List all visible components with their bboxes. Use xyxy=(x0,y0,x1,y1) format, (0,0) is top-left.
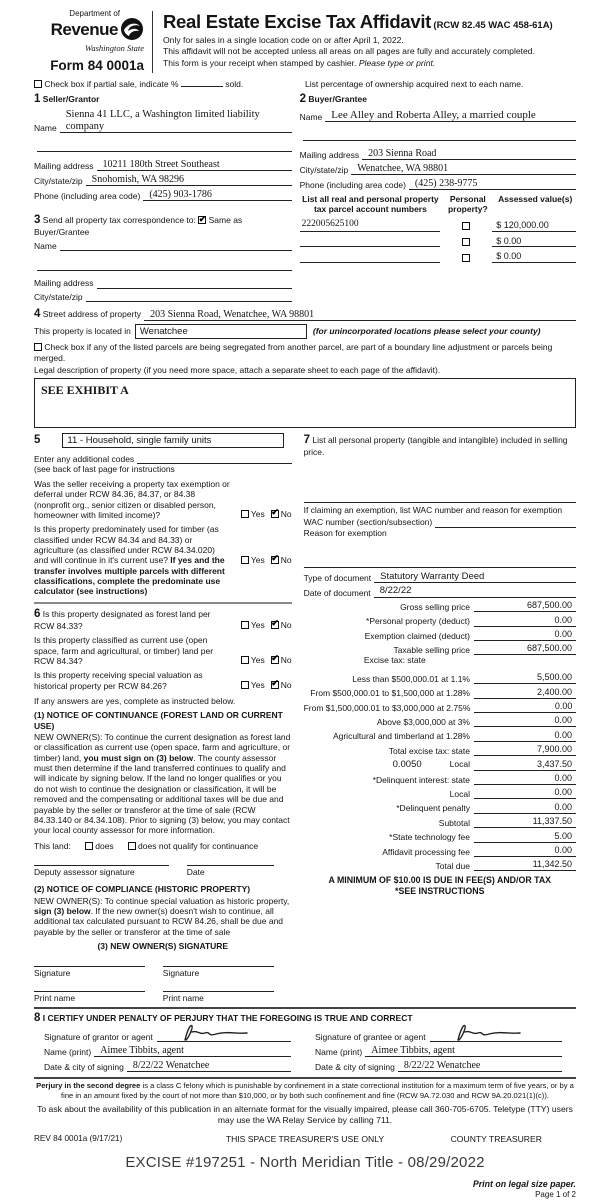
tax-value-field[interactable]: 11,337.50 xyxy=(474,816,576,828)
grantor-name-label: Name (print) xyxy=(44,1046,92,1057)
tax-row: *Delinquent interest: state 0.00 xyxy=(304,771,576,785)
seller-mailing-label: Mailing address xyxy=(34,161,94,172)
notice2-body: NEW OWNER(S): To continue special valuation as historic property, sign (3) below. If the new owner(s) doesn't wish to continue, all additional tax calculated pursuant to RCW 84.26, shall be due and payable by the seller or transferor at the time of sale xyxy=(34,895,290,937)
additional-codes-label: Enter any additional codes xyxy=(34,454,135,465)
question-forest: 6 Is this property designated as forest land per RCW 84.33? Yes ✔ No xyxy=(34,607,292,631)
tax-value-field[interactable]: 687,500.00 xyxy=(474,600,576,612)
tax-row: Taxable selling price 687,500.00 xyxy=(304,641,576,655)
washington-state-label: Washington State xyxy=(85,43,144,54)
footer-divider xyxy=(34,1077,576,1079)
if-yes-note: If any answers are yes, complete as instructed below. xyxy=(34,695,236,706)
notice2-title: (2) NOTICE OF COMPLIANCE (HISTORIC PROPERTY) xyxy=(34,884,251,895)
excise-stamp: EXCISE #197251 - North Meridian Title - 08/29/2022 xyxy=(125,1154,485,1172)
historic-no-checkbox[interactable] xyxy=(271,681,279,689)
assessed-value-field[interactable]: $ 0.00 xyxy=(492,236,576,248)
parcel-row xyxy=(300,251,576,263)
grantor-signature-label: Signature of grantor or agent xyxy=(44,1031,153,1042)
seller-city-field[interactable]: Snohomish, WA 98296 xyxy=(86,174,292,186)
additional-codes-note: (see back of last page for instructions xyxy=(34,464,175,475)
corr-mailing-field[interactable] xyxy=(97,279,292,289)
corr-city-field[interactable] xyxy=(86,292,292,302)
grantee-signature-ink xyxy=(448,1021,526,1043)
corr-mailing-label: Mailing address xyxy=(34,278,94,289)
tax-row: Affidavit processing fee 0.00 xyxy=(304,843,576,857)
currentuse-yes-checkbox[interactable] xyxy=(241,656,249,664)
seller-phone-label: Phone (including area code) xyxy=(34,191,141,202)
buyer-mailing-field[interactable]: 203 Sienna Road xyxy=(362,148,576,160)
grantee-signature-field[interactable] xyxy=(430,1030,562,1042)
buyer-name-field[interactable]: Lee Alley and Roberta Alley, a married couple xyxy=(325,109,576,122)
doc-date-field[interactable]: 8/22/22 xyxy=(374,586,576,597)
exemption-no-checkbox[interactable] xyxy=(271,510,279,518)
section-divider xyxy=(34,602,292,604)
new-owner-signature-row xyxy=(34,966,292,978)
grantor-signature-field[interactable] xyxy=(157,1030,291,1042)
section4-street-label: 4 Street address of property xyxy=(34,307,142,320)
timber-no-checkbox[interactable] xyxy=(271,556,279,564)
buyer-city-label: City/state/zip xyxy=(299,165,349,176)
parcel-number-field[interactable] xyxy=(300,236,441,247)
historic-yes-checkbox[interactable] xyxy=(241,681,249,689)
see-instructions-note: *SEE INSTRUCTIONS xyxy=(395,886,485,896)
same-as-buyer-checkbox[interactable] xyxy=(198,216,206,224)
land-qualify-row: This land: does does not qualify for continuance xyxy=(34,840,259,851)
form-header xyxy=(34,9,576,75)
seller-name-label: Name xyxy=(34,123,57,134)
parcel-number-field[interactable] xyxy=(300,252,441,263)
tax-row: Less than $500,000.01 at 1.1% 5,500.00 xyxy=(304,670,576,684)
ownership-note: List percentage of ownership acquired next to each name. xyxy=(305,78,524,89)
tax-row: Exemption claimed (deduct) 0.00 xyxy=(304,627,576,641)
tax-row: *State technology fee 5.00 xyxy=(304,828,576,842)
county-treasurer-label: COUNTY TREASURER xyxy=(450,1133,542,1144)
personal-property-checkbox[interactable] xyxy=(462,222,470,230)
corr-name-label: Name xyxy=(34,240,57,251)
buyer-mailing-label: Mailing address xyxy=(299,150,360,161)
corr-city-label: City/state/zip xyxy=(34,291,83,302)
question-timber: Is this property predominately used for timber (as classified under RCW 84.34 and 84.33) or agriculture (as classified under RCW 84.34.020) and will continue in it's current use? If yes and the transfer involves multiple parcels with different classifications, complete the predominate use calculator (see instructions) Yes ✔ No xyxy=(34,524,292,597)
assessed-value-field[interactable]: $ 0.00 xyxy=(492,251,576,263)
corr-name-field-2[interactable] xyxy=(37,261,292,271)
segregated-label: Check box if any of the listed parcels are being segregated from another parcel, are part of a boundary line adjustment or parcels being merged. xyxy=(34,342,553,363)
tax-value-field[interactable]: 0.00 xyxy=(474,615,576,627)
parcel-table-header: List all real and personal property tax parcel account numbers Personal property? Assessed value(s) xyxy=(302,194,573,215)
owner2-printname-field[interactable]: Print name xyxy=(163,991,274,1003)
owner1-signature-field[interactable]: Signature xyxy=(34,966,145,978)
tax-value-field[interactable]: 2,400.00 xyxy=(474,687,576,699)
section3-heading: 3 Send all property tax correspondence to: ✔ Same as Buyer/Grantee xyxy=(34,213,292,237)
parcel-number-field[interactable]: 222005625100 xyxy=(300,219,441,232)
dept-of-label: Department of xyxy=(69,9,120,18)
buyer-name-label: Name xyxy=(299,112,323,123)
tax-row: From $1,500,000.01 to $3,000,000 at 2.75% 0.00 xyxy=(304,699,576,713)
land-does-checkbox[interactable] xyxy=(85,842,93,850)
dor-logo xyxy=(34,9,152,75)
tax-value-field[interactable]: 0.00 xyxy=(474,802,576,814)
exemption-note: If claiming an exemption, list WAC number and reason for exemption xyxy=(303,504,563,515)
tax-value-field[interactable]: 5,500.00 xyxy=(474,672,576,684)
deputy-assessor-signature-field[interactable]: Deputy assessor signature xyxy=(34,865,169,877)
corr-name-field[interactable] xyxy=(60,241,292,251)
timber-yes-checkbox[interactable] xyxy=(241,556,249,564)
minimum-due-note: A MINIMUM OF $10.00 IS DUE IN FEE(S) AND/OR TAX xyxy=(328,875,552,886)
new-owner-printname-row xyxy=(34,991,292,1003)
grantee-name-label: Name (print) xyxy=(315,1046,363,1057)
tax-row-local-rate: 0.0050 Local 3,437.50 xyxy=(304,756,576,770)
grantor-name-field[interactable]: Aimee Tibbits, agent xyxy=(94,1045,291,1057)
tax-row: Subtotal 11,337.50 xyxy=(304,814,576,828)
located-in-select[interactable]: Wenatchee xyxy=(135,324,307,340)
revenue-wordmark: Revenue xyxy=(50,19,118,39)
owner1-printname-field[interactable]: Print name xyxy=(34,991,145,1003)
tax-value-field[interactable]: 11,342.50 xyxy=(474,859,576,871)
certify-heading: 8 I CERTIFY UNDER PENALTY OF PERJURY THAT THE FOREGOING IS TRUE AND CORRECT xyxy=(34,1012,413,1025)
tax-value-field[interactable]: 3,437.50 xyxy=(474,759,576,771)
located-in-note: (for unincorporated locations please select your county) xyxy=(312,326,541,337)
seller-mailing-field[interactable]: 10211 180th Street Southeast xyxy=(97,159,292,171)
personal-property-checkbox[interactable] xyxy=(462,254,470,262)
tax-row: Above $3,000,000 at 3% 0.00 xyxy=(304,713,576,727)
forest-no-checkbox[interactable] xyxy=(271,621,279,629)
tax-row: *Delinquent penalty 0.00 xyxy=(304,799,576,813)
personal-property-checkbox[interactable] xyxy=(462,238,470,246)
partial-sale-checkbox[interactable] xyxy=(34,80,42,88)
segregated-checkbox[interactable] xyxy=(34,343,42,351)
doc-date-label: Date of document xyxy=(303,587,371,598)
land-does-not-checkbox[interactable] xyxy=(128,842,136,850)
located-in-label: This property is located in xyxy=(34,326,131,337)
new-owners-signature-title: (3) NEW OWNER(S) SIGNATURE xyxy=(97,941,229,952)
legal-description-value: SEE EXHIBIT A xyxy=(41,382,129,397)
buyer-phone-label: Phone (including area code) xyxy=(299,180,406,191)
legal-description-label: Legal description of property (if you need more space, attach a separate sheet to each page of the affidavit). xyxy=(34,365,441,376)
tax-value-field[interactable]: 5.00 xyxy=(474,831,576,843)
rev-number: REV 84 0001a (9/17/21) xyxy=(34,1133,123,1143)
partial-sale-percent-field[interactable] xyxy=(181,86,223,87)
question-exemption: Was the seller receiving a property tax exemption or deferral under RCW 84.36, 84.37, or 84.38 (nonprofit org., senior citizen or disabled person, homeowner with limited income)? Yes ✔ No xyxy=(34,479,292,520)
seller-city-label: City/state/zip xyxy=(34,176,83,187)
tax-row: *Personal property (deduct) 0.00 xyxy=(304,612,576,626)
seller-name-field-2[interactable] xyxy=(37,142,292,152)
form-number: Form 84 0001a xyxy=(50,58,144,74)
notice1-title: (1) NOTICE OF CONTINUANCE (FOREST LAND OR CURRENT USE) xyxy=(34,710,283,731)
assessed-value-field[interactable]: $ 120,000.00 xyxy=(492,220,576,232)
legal-description-box[interactable] xyxy=(34,378,576,428)
form-title-rcw: (RCW 82.45 WAC 458-61A) xyxy=(433,20,553,31)
local-rate-value: 0.0050 xyxy=(392,758,422,770)
print-note: Print on legal size paper. xyxy=(472,1178,576,1189)
page-number: Page 1 of 2 xyxy=(535,1190,576,1200)
excise-tax-state-header: Excise tax: state xyxy=(363,655,426,666)
accessibility-note: To ask about the availability of this publication in an alternate format for the visually impaired, please call 360-705-6705. Teletype (TTY) users may use the WA Relay Service by calling 711. xyxy=(37,1104,573,1125)
section7-heading: 7 List all personal property (tangible and intangible) included in selling price. xyxy=(303,433,568,457)
forest-yes-checkbox[interactable] xyxy=(241,621,249,629)
reason-for-exemption-label: Reason for exemption xyxy=(303,527,387,538)
buyer-city-field[interactable]: Wenatchee, WA 98801 xyxy=(351,163,576,175)
currentuse-no-checkbox[interactable] xyxy=(271,656,279,664)
street-address-field[interactable]: 203 Sienna Road, Wenatchee, WA 98801 xyxy=(144,309,576,321)
grantor-date-label: Date & city of signing xyxy=(44,1061,124,1072)
perjury-note: Perjury in the second degree is a class C felony which is punishable by confinement in a state correctional institution for a maximum term of five years, or by a fine in an amount fixed by the court of not more than $10,000, or by both such confinement and fine (RCW 9A.72.030 and RCW 9A.20.021(1)(c)). xyxy=(36,1081,574,1100)
tax-row: Local 0.00 xyxy=(304,785,576,799)
tax-value-field[interactable]: 0.00 xyxy=(474,787,576,799)
land-use-code-select[interactable]: 11 - Household, single family units xyxy=(62,433,284,449)
tax-value-field[interactable]: 0.00 xyxy=(474,730,576,742)
partial-sale-row xyxy=(34,79,305,89)
header-note-1: Only for sales in a single location code on or after April 1, 2022. xyxy=(163,34,404,45)
grantee-signature-label: Signature of grantee or agent xyxy=(315,1031,426,1042)
tax-value-field[interactable]: 0.00 xyxy=(474,701,576,713)
grantor-signature-ink xyxy=(175,1021,253,1043)
notice1-body: NEW OWNER(S): To continue the current designation as forest land or classification as current use (open space, farm and agriculture, or timber) land, you must sign on (3) below. The county assessor must then determine if the land transferred continues to qualify and will indicate by signing below. If the land no longer qualifies or you do not wish to continue the designation or classification, it will be removed and the compensating or additional taxes will be due and payable by the seller or transferor at the time of sale (RCW 84.33.140 or 84.34.108). Prior to signing (3) below, you may contact your local county assessor for more information. xyxy=(34,732,291,836)
tax-row: Total excise tax: state 7,900.00 xyxy=(304,742,576,756)
tax-value-field[interactable]: 0.00 xyxy=(474,773,576,785)
seller-name-field[interactable]: Sienna 41 LLC, a Washington limited liability company xyxy=(60,109,292,133)
treasurer-use-label: THIS SPACE TREASURER'S USE ONLY xyxy=(225,1133,385,1144)
grantee-date-field[interactable]: 8/22/22 Wenatchee xyxy=(398,1060,562,1072)
form-title: Real Estate Excise Tax Affidavit xyxy=(163,11,432,32)
segregated-row xyxy=(34,342,576,363)
header-note-3: This form is your receipt when stamped by cashier. Please type or print. xyxy=(163,57,436,68)
tax-value-field[interactable]: 7,900.00 xyxy=(474,744,576,756)
wac-number-field[interactable] xyxy=(435,518,576,528)
personal-property-list-field[interactable] xyxy=(304,457,576,503)
tax-value-field[interactable]: 0.00 xyxy=(474,845,576,857)
exemption-yes-checkbox[interactable] xyxy=(241,510,249,518)
header-note-2: This affidavit will not be accepted unless all areas on all pages are fully and accurately completed. xyxy=(163,46,535,57)
additional-codes-field[interactable] xyxy=(137,454,291,464)
grantee-name-field[interactable]: Aimee Tibbits, agent xyxy=(365,1045,562,1057)
wac-number-label: WAC number (section/subsection) xyxy=(303,517,433,528)
partial-sale-suffix: sold. xyxy=(225,78,244,89)
doc-type-label: Type of document xyxy=(303,573,372,584)
tax-value-field[interactable]: 687,500.00 xyxy=(474,643,576,655)
revenue-swirl-icon xyxy=(120,17,144,43)
parcel-row xyxy=(300,236,576,248)
partial-sale-label: Check box if partial sale, indicate % xyxy=(44,78,179,89)
owner2-signature-field[interactable]: Signature xyxy=(163,966,274,978)
buyer-name-field-2[interactable] xyxy=(303,131,576,141)
tax-row: Agricultural and timberland at 1.28% 0.00 xyxy=(304,727,576,741)
seller-phone-field[interactable]: (425) 903-1786 xyxy=(143,189,291,201)
tax-value-field[interactable]: 0.00 xyxy=(474,715,576,727)
question-historic: Is this property receiving special valuation as historical property per RCW 84.26? Yes ✔ No xyxy=(34,670,292,691)
parcel-row xyxy=(300,219,576,232)
tax-row: Total due 11,342.50 xyxy=(304,857,576,871)
reason-for-exemption-field[interactable] xyxy=(304,538,576,568)
section2-heading: 2 Buyer/Grantee xyxy=(299,93,367,106)
tax-row: From $500,000.01 to $1,500,000 at 1.28% 2,400.00 xyxy=(304,684,576,698)
section5-number: 5 xyxy=(34,434,41,447)
grantor-date-field[interactable]: 8/22/22 Wenatchee xyxy=(127,1060,291,1072)
tax-value-field[interactable]: 0.00 xyxy=(474,629,576,641)
grantee-date-label: Date & city of signing xyxy=(315,1061,395,1072)
deputy-date-field[interactable]: Date xyxy=(187,865,274,877)
section1-heading: 1 Seller/Grantor xyxy=(34,93,100,106)
doc-type-field[interactable]: Statutory Warranty Deed xyxy=(374,572,576,583)
buyer-phone-field[interactable]: (425) 238-9775 xyxy=(409,178,576,190)
tax-row: Gross selling price 687,500.00 xyxy=(304,598,576,612)
question-currentuse: Is this property classified as current use (open space, farm and agricultural, or timber) land per RCW 84.34? Yes ✔ No xyxy=(34,635,292,666)
